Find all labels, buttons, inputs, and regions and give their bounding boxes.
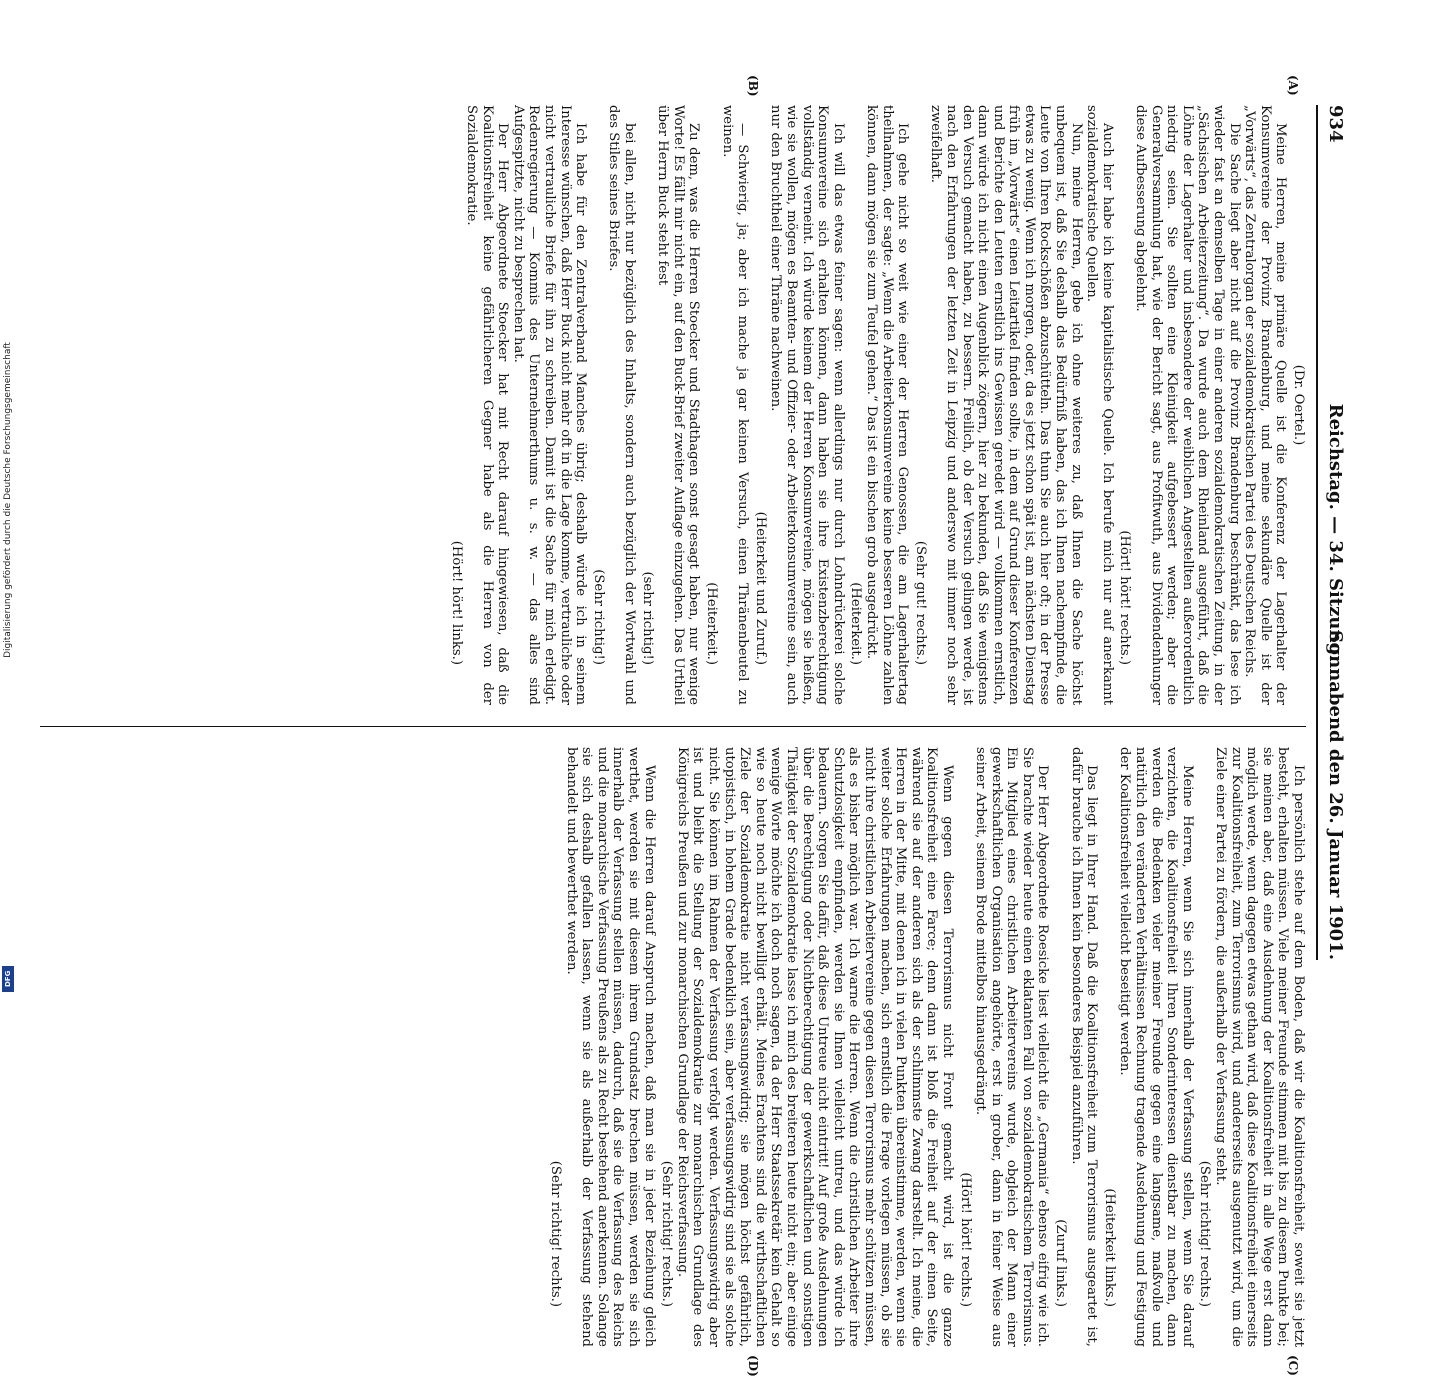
audience-reaction: (Hört! hört! links.) <box>448 540 464 665</box>
audience-reaction: (Heiterkeit und Zuruf.) <box>752 511 768 665</box>
speech-paragraph: Ich habe für den Zentralverband Manches übrig; deshalb würde ich in seinem Interesse wünschen, daß Herr Buck nicht mehr oft in die Lage komme, vertrauliche oder nicht vertrauliche Briefe für ihn zu schreiben. Damit ist die Sache für mich erledigt. Redenregierung — Kommis des Unternehmerthums u. s. w. — das alles sind Aufgespitzte, nicht zu besprechen hat. <box>510 105 589 705</box>
audience-reaction: (Sehr richtig! rechts.) <box>659 1160 675 1307</box>
audience-reaction: (Sehr gut! rechts.) <box>912 540 928 665</box>
speech-paragraph: Das liegt in Ihrer Hand. Daß die Koalitionsfreiheit zum Terrorismus ausgeartet ist, dafür brauche ich Ihnen kein besonderes Beispiel anzuführen. <box>1068 747 1100 1347</box>
funding-notice: Digitalisierung gefördert durch die Deutsche Forschungsgemeinschaft <box>3 342 13 658</box>
document-page <box>20 65 1360 1377</box>
page-number: 934 <box>1325 105 1346 143</box>
digitization-sidebar <box>0 0 16 1000</box>
right-column <box>40 747 1306 1347</box>
session-title: Reichstag. — 34. Sitzung. <box>1325 403 1346 662</box>
speech-paragraph: Wenn die Herren darauf Anspruch machen, daß man sie in jeder Beziehung gleich werthet, werden sie mit diesem ihrem Grundsatz brechen müssen, werden sie sich innerhalb der Verfassung stellen müssen, dadurch, daß sie die Verfassung des Reichs und die monarchische Verfassung Preußens als zu Recht bestehend anerkennen. Solange sie sich deshalb gefallen lassen, wenn sie als außerhalb der Verfassung stehend behandelt und bewerthet werden. <box>563 747 657 1347</box>
audience-reaction: (Heiterkeit.) <box>848 582 864 665</box>
speech-paragraph: Der Herr Abgeordnete Stoecker hat mit Recht darauf hingewiesen, daß die Koalitionsfreiheit keine gefährlicheren Gegner habe als die Herren von der Sozialdemokratie. <box>464 105 511 705</box>
speech-paragraph: Meine Herren, meine primäre Quelle ist die Konferenz der Lagerhalter der Konsumvereine der Provinz Brandenburg, und meine sekundäre Quelle ist der „Vorwärts“, das Zentralorgan der sozialdemokratischen Partei des Deutschen Reichs. <box>1242 105 1289 705</box>
page-header <box>1316 105 1346 960</box>
speech-paragraph: Der Herr Abgeordnete Roesicke liest vielleicht die „Germania“ ebenso eifrig wie ich. Sie brachte wieder heute einen eklatanten Fall von sozialdemokratischem Terrorismus. Ein Mitglied eines christlichen Arbeitervereins wurde, obgleich der Mann einer gewerkschaftlichen Organisation angehörte, erst in grober, dann in feiner Weise aus seiner Arbeit, seinem Brode mittelbos hinausgedrängt. <box>973 747 1051 1347</box>
speech-paragraph: — Schwierig, ja; aber ich mache ja gar keinen Versuch, einen Thränenbeutel zu weinen. <box>719 105 751 705</box>
speech-paragraph: Auch hier habe ich keine kapitalistische Quelle. Ich berufe mich nur auf anerkannt sozialdemokratische Quellen. <box>1084 105 1115 705</box>
speech-paragraph: Ich gehe nicht so weit wie einer der Herren Genossen, die am Lagerhaltertag theilnahmen, der sagte: „Wenn die Arbeiterkonsumvereine keine besseren Löhne zahlen können, dann mögen sie zum Teufel gehen.“ Das ist ein bischen grob ausgedrückt. <box>863 105 911 705</box>
column-divider <box>40 726 1306 727</box>
margin-marker-d: (D) <box>746 1355 760 1377</box>
dfg-logo: DFG <box>2 966 14 992</box>
speech-paragraph: Die Sache liegt aber nicht auf die Provinz Brandenburg beschränkt, das lese ich wieder fast an demselben Tage in einer anderen sozialdemokratischen Zeitung, in der „Sächsischen Arbeiterzeitung“. Da wurde auch dem Rheinland ausgeführt, daß die Löhne der Lagerhalter und insbesondere der weiblichen Angestellten außerordentlich niedrig seien. Sie sollten eine Kleinigkeit aufgebessert werden; aber die Generalversammlung hat, wie der Bericht sagt, aus Profitwuth, aus Dividendenhunger diese Aufbesserung abgelehnt. <box>1133 105 1242 705</box>
audience-reaction: (Hört! hört! rechts.) <box>957 1172 973 1307</box>
speech-paragraph: Meine Herren, wenn Sie sich innerhalb der Verfassung stellen, wenn Sie darauf verzichten, die Koalitionsfreiheit Ihren Sonderinteressen dienstbar zu machen, dann werden die Bedenken vieler meiner Freunde gegen eine langsame, maßvolle und natürlich den veränderten Verhältnissen Rechnung tragende Ausdehnung und Festigung der Koalitionsfreiheit vielleicht beseitigt werden. <box>1117 747 1195 1347</box>
speech-paragraph: Wenn gegen diesen Terrorismus nicht Front gemacht wird, ist die ganze Koalitionsfreiheit eine Farce; denn dann ist bloß die Freiheit auf der einen Seite, während sie auf der anderen sich als der schlimmste Zwang darstellt. Ich meine, die Herren in der Mitte, mit denen ich in vielen Punkten übereinstimme, werden, wenn sie weiter solche Erfahrungen machen, sich ernstlich die Frage vorlegen müssen, ob sie nicht ihre christlichen Arbeitervereine gegen diesen Terrorismus mehr schützen müssen, als es bisher möglich war. Ich warne die Herren. Wenn die christlichen Arbeiter ihre Schutzlosigkeit empfinden, werden sie Ihnen vielleicht untreu, und das würde ich bedauern. Sorgen Sie dafür, daß diese Untreue nicht eintritt! Auf große Ausdehnungen über die Berechtigung oder Nichtberechtigung der gewerkschaftlichen und sonstigen Thätigkeit der Sozialdemokratie lasse ich mich des breiteren heute nicht ein; aber einige wenige Worte möchte ich doch noch sagen, da der Herr Staatssekretär kein Gehalt so wie so heute noch nicht bewilligt erhält. Meines Erachtens sind die wirthschaftlichen Ziele der Sozialdemokratie nicht verfassungswidrig; sie mögen höchst gefährlich, utopistisch, in hohem Grade bedenklich sein, aber verfassungswidrig sind sie als solche nicht. Sie können im Rahmen der Verfassung verfolgt werden. Verfassungswidrig aber ist und bleibt die Stellung der Sozialdemokratie zur monarchischen Grundlage des Königreichs Preußen und zur monarchischen Grundlage der Reichsverfassung. <box>674 747 955 1347</box>
left-column <box>40 105 1306 705</box>
audience-reaction: (Hört! hört! rechts.) <box>1117 530 1133 665</box>
audience-reaction: (Heiterkeit.) <box>704 582 720 665</box>
audience-reaction: (Sehr richtig!) <box>590 569 606 665</box>
audience-reaction: (Heiterkeit links.) <box>1101 1188 1117 1307</box>
audience-reaction: (sehr richtig!) <box>639 571 655 665</box>
audience-reaction: (Sehr richtig! rechts.) <box>548 1160 564 1307</box>
margin-marker-b: (B) <box>746 75 760 97</box>
speech-paragraph: Zu dem, was die Herren Stoecker und Stadthagen sonst gesagt haben, nur wenige Worte! Es fällt mir nicht ein, auf den Buck-Brief zweiter Auflage einzugehen. Das Urtheil über Herrn Buck steht fest <box>655 105 702 705</box>
margin-marker-a: (A) <box>1286 75 1300 96</box>
audience-reaction: (Zuruf links.) <box>1053 1219 1069 1307</box>
speech-paragraph: Nun, meine Herren, gebe ich ohne weiteres zu, daß Ihnen die Sache höchst unbequem ist, daß Sie deshalb das Bedürfniß haben, das ich Ihnen nachempfinde, die Leute von Ihren Rockschößen abzuschütteln. Das thun Sie auch hier oft; in der Presse etwas zu wenig. Wenn ich morgen, oder, da es jetzt schon spät ist, am nächsten Dienstag früh im „Vorwärts“ einen Leitartikel finden sollte, in dem auf Grund dieser Konferenzen und Berichte den Leuten ernstlich ins Gewissen geredet wird — vollkommen ernstlich, dann würde ich nicht einen Augenblick zögern, hier zu bekunden, daß Sie wenigstens den Versuch gemacht haben, zu bessern. Freilich, ob der Versuch gelingen werde, ist nach den Erfahrungen der letzten Zeit in Leipzig und anderswo mit immer noch sehr zweifelhaft. <box>928 105 1084 705</box>
speaker-name: (Dr. Oertel.) <box>1291 364 1306 446</box>
audience-reaction: (Sehr richtig! rechts.) <box>1197 1160 1213 1307</box>
session-date: Sonnabend den 26. Januar 1901. <box>1325 630 1346 960</box>
speech-paragraph: Ich persönlich stehe auf dem Boden, daß wir die Koalitionsfreiheit, soweit sie jetzt besteht, erhalten müssen. Viele meiner Freunde stimmen mit bis zu diesem Punkte bei; sie meinen aber, daß eine Ausdehnung der Koalitionsfreiheit in alle Wege erst dann möglich werde, wenn dagegen etwas gethan wird, daß diese Koalitionsfreiheit einerseits zur Koalitionsfreiheit, zum Terrorismus wird, und andererseits ausgenutzt wird, um die Ziele einer Partei zu fördern, die außerhalb der Verfassung steht. <box>1213 747 1306 1347</box>
speech-paragraph: Ich will das etwas feiner sagen: wenn allerdings nur durch Lohndrückerei solche Konsumvereine sich erhalten können, dann haben sie ihre Existenzberechtigung vollständig verneint. Ich würde keinem der Herren Konsumvereine, mögen sie heißen, wie sie wollen, mögen es Beamten- und Offizier- oder Arbeiterkonsumvereine sein, auch nur den Bruchtheil einer Thräne nachweinen. <box>768 105 846 705</box>
margin-marker-c: (C) <box>1286 1355 1300 1376</box>
speech-paragraph: bei allen, nicht nur bezüglich des Inhalts, sondern auch bezüglich der Wortwahl und des Stiles seines Briefes. <box>606 105 638 705</box>
